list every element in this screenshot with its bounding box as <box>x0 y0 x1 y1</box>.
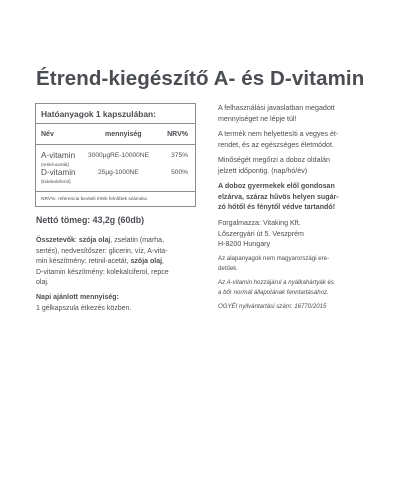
table-divider <box>36 191 195 192</box>
row-name: A-vitamin <box>41 151 76 160</box>
origin-note: Az alapanyagok nem magyarországi ere- detűek. <box>218 255 330 272</box>
row-name: D-vitamin <box>41 168 76 177</box>
best-before: Minőségét megőrzi a doboz oldalán jelzett időpontig. (nap/hó/év) <box>218 156 330 175</box>
row-note: (kolekalciferol) <box>41 179 71 184</box>
row-nrv: 500% <box>171 169 188 176</box>
table-header: Hatóanyagok 1 kapszulában: <box>41 109 156 119</box>
distributor: Forgalmazza: Vitaking Kft. Lőszergyári út 5. Veszprém H-8200 Hungary <box>218 219 304 249</box>
nutrition-table <box>35 103 196 207</box>
row-amount: 3000µgRE-10000NE <box>88 152 149 159</box>
table-footnote: NRV%: referencia beviteli érték felnőttek számára <box>41 197 147 202</box>
warning-dosage: A felhasználási javaslatban megadott mennyiséget ne lépje túl! <box>218 104 335 123</box>
column-amount: mennyiség <box>105 131 142 138</box>
table-divider <box>36 144 195 145</box>
column-nrv: NRV% <box>167 131 188 138</box>
vitamin-a-claim: Az A-vitamin hozzájárul a nyálkahártyák és a bőr normál állapotának fenntartásához. <box>218 279 334 296</box>
product-title: Étrend-kiegészítő A- és D-vitamin <box>36 67 365 90</box>
table-divider <box>36 123 195 124</box>
row-nrv: 375% <box>171 152 188 159</box>
dosage-text: 1 gélkapszula étkezés közben. <box>36 304 132 312</box>
storage-warning: A doboz gyermekek elől gondosan elzárva, száraz hűvös helyen sugár- zó hőtől és fénytől védve tartandó! <box>218 182 339 212</box>
column-name: Név <box>41 131 54 138</box>
registration-number: OGYÉI nyilvántartási szám: 16770/2015 <box>218 303 327 310</box>
warning-diet: A termék nem helyettesíti a vegyes ét- rendet, és az egészséges életmódot. <box>218 130 339 149</box>
net-weight: Nettó tömeg: 43,2g (60db) <box>36 215 145 225</box>
dosage-label: Napi ajánlott mennyiség: <box>36 294 119 301</box>
row-amount: 25µg-1000NE <box>98 169 139 176</box>
ingredients-label: Összetevők <box>36 237 75 244</box>
ingredients: Összetevők: szója olaj, zselatin (marha, sertés), nedvesítőszer: glicerin, víz, A-vita- min készítmény: retinil-acetát, szója olaj, D-vitamin készítmény: kolekalciferol, repce olaj. <box>36 237 169 286</box>
dosage <box>36 293 198 314</box>
row-note: (retinil-acetát) <box>41 162 70 167</box>
